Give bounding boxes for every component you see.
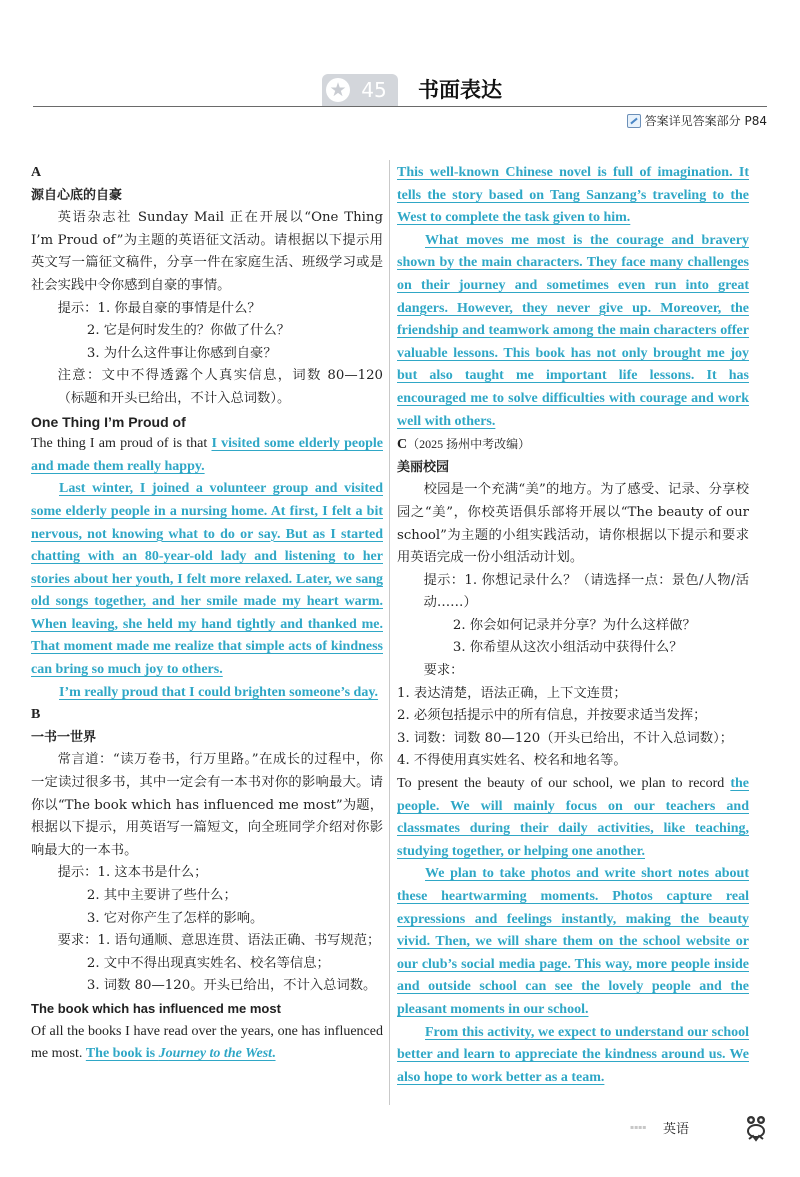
section-b-hint-2: 2. 其中主要讲了些什么； [86,888,237,903]
section-c-req-1: 1. 表达清楚，语法正确，上下文连贯； [397,685,627,701]
section-a-hint-1: 提示：1. 你最自豪的事情是什么？ [57,300,261,316]
section-b-answer-post: . [272,1046,276,1062]
answer-reference-text: 答案详见答案部分 P84 [644,114,767,128]
section-b-req-3: 3. 词数 80—120。开头已给出，不计入总词数。 [86,978,377,994]
section-c-opening: To present the beauty of our school, we plan to record [397,776,731,792]
section-b-hint-1: 提示：1. 这本书是什么； [57,865,208,881]
section-c-answer-2: We plan to take photos and write short notes about these heartwarming moments. Photos capture real expressions and feelings instantly, making the beauty vivid. Then, we will share them on the school website or our club’s social media page. This way, more people inside and outside school can see the lovely people and the pleasant moments in our school. [397,866,749,1017]
section-a-opening-paragraph [31,433,383,478]
section-b-title: 一书一世界 [31,729,97,745]
page-number: 45 [361,78,387,102]
section-b-answer-pre: The book is [85,1046,159,1062]
header-rule [33,106,767,107]
section-a-intro: 英语杂志社 Sunday Mail 正在开展以“One Thing I’m Proud of”为主题的英语征文活动。请根据以下提示用英文写一篇征文稿件，分享一件在家庭生活、班级学习或是社会实践中令你感到自豪的事情。 [31,210,383,293]
section-b-essay-title: The book which has influenced me most [31,1000,281,1016]
section-b-opening-paragraph [31,1021,383,1066]
section-a-note: 注意：文中不得透露个人真实信息，词数 80—120（标题和开头已给出，不计入总词数）。 [57,368,383,406]
footer-faint-mark: ▪▪▪▪ [630,1124,647,1131]
section-b-req-2: 2. 文中不得出现真实姓名、校名等信息； [86,955,330,971]
section-a-answer-1: I visited some elderly people and made them really happy. [31,436,383,474]
section-c-label: C [397,437,408,453]
section-a-opening: The thing I am proud of is that [31,436,212,452]
section-c-req-2: 2. 必须包括提示中的所有信息，并按要求适当发挥； [397,708,707,724]
section-c-hint-3: 3. 你希望从这次小组活动中获得什么？ [452,640,683,656]
left-column [31,162,383,1066]
section-a-essay-title: One Thing I’m Proud of [31,413,186,430]
section-c-title: 美丽校园 [397,459,450,475]
section-b-answer-continued-1: This well-known Chinese novel is full of imagination. It tells the story based on Tang Sanzang’s traveling to the West to complete the task given to him. [397,165,749,226]
section-c-req-4: 4. 不得使用真实姓名、校名和地名等。 [397,753,627,769]
pencil-icon [627,114,641,128]
section-c-answer-3: From this activity, we expect to understand our school better and learn to appreciate the kindness around us. We also hope to work better as a team. [397,1024,749,1085]
section-b-answer-continued-2: What moves me most is the courage and bravery shown by the main characters. They face many challenges on their journey and sometimes even run into great dangers. However, they never give up. Moreover, the friendship and teamwork among the main characters offer valuable lessons. This book has not only brought me joy but also taught me important life lessons. It has encouraged me to solve difficulties with courage and work well with others. [397,232,749,429]
section-c-req-3: 3. 词数：词数 80—120（开头已给出，不计入总词数）； [397,730,734,746]
section-a-hint-2: 2. 它是何时发生的？你做了什么？ [86,323,290,339]
section-c-req-head: 要求： [423,663,464,679]
answer-reference [627,113,767,129]
section-c-hint-2: 2. 你会如何记录并分享？为什么这样做？ [452,617,696,633]
mascot-icon [744,1114,768,1144]
section-b-answer-lead [86,1046,276,1061]
section-a-answer-3: I’m really proud that I could brighten someone’s day. [59,684,379,700]
section-b-opening: Of all the books I have read over the years, one has influenced me most. [31,1023,383,1062]
footer-subject: 英语 [663,1122,690,1137]
section-c-hint-1: 提示：1. 你想记录什么？（请选择一点：景色/人物/活动……） [423,572,749,611]
section-b-book-title: Journey to the West [158,1046,273,1062]
section-a-hint-3: 3. 为什么这件事让你感到自豪？ [86,345,277,361]
section-c-source: （2025 扬州中考改编） [407,437,531,452]
section-a-label: A [31,165,42,180]
section-b-req-1: 要求：1. 语句通顺、意思连贯、语法正确、书写规范； [57,933,381,949]
section-b-hint-3: 3. 它对你产生了怎样的影响。 [86,910,264,926]
column-divider [389,160,390,1105]
section-c-answer-1: the people. We will mainly focus on our teachers and classmates during their daily activities, like teaching, studying together, or helping one another. [397,776,749,859]
section-a-answer-2: Last winter, I joined a volunteer group and visited some elderly people in a nursing home. At first, I felt a bit nervous, not knowing what to do or say. But as I started chatting with an 80-year-old lady and listening to her stories about her youth, I felt more relaxed. Later, we sang old songs together, and her smile made my heart warm. When leaving, she held my hand tightly and thanked me. That moment made me realize that simple acts of kindness can bring so much joy to others. [31,481,383,678]
section-b-intro: 常言道：“读万卷书，行万里路。”在成长的过程中，你一定读过很多书，其中一定会有一本书对你的影响最大。请你以“The book which has influenced me most”为题，根据以下提示，用英语写一篇短文，向全班同学介绍对你影响最大的一本书。 [31,752,383,858]
page-title: 书面表达 [418,78,502,102]
section-a-title: 源自心底的自豪 [31,187,123,203]
star-icon: ★ [326,78,350,102]
section-c-intro: 校园是一个充满“美”的地方。为了感受、记录、分享校园之“美”，你校英语俱乐部将开展以“The beauty of our school”为主题的小组实践活动，请你根据以下提示和要求用英语完成一份小组活动计划。 [397,482,749,566]
section-b-label: B [31,707,41,723]
section-c-heading [397,433,749,457]
section-c-opening-paragraph [397,773,749,863]
right-column [397,162,749,1089]
